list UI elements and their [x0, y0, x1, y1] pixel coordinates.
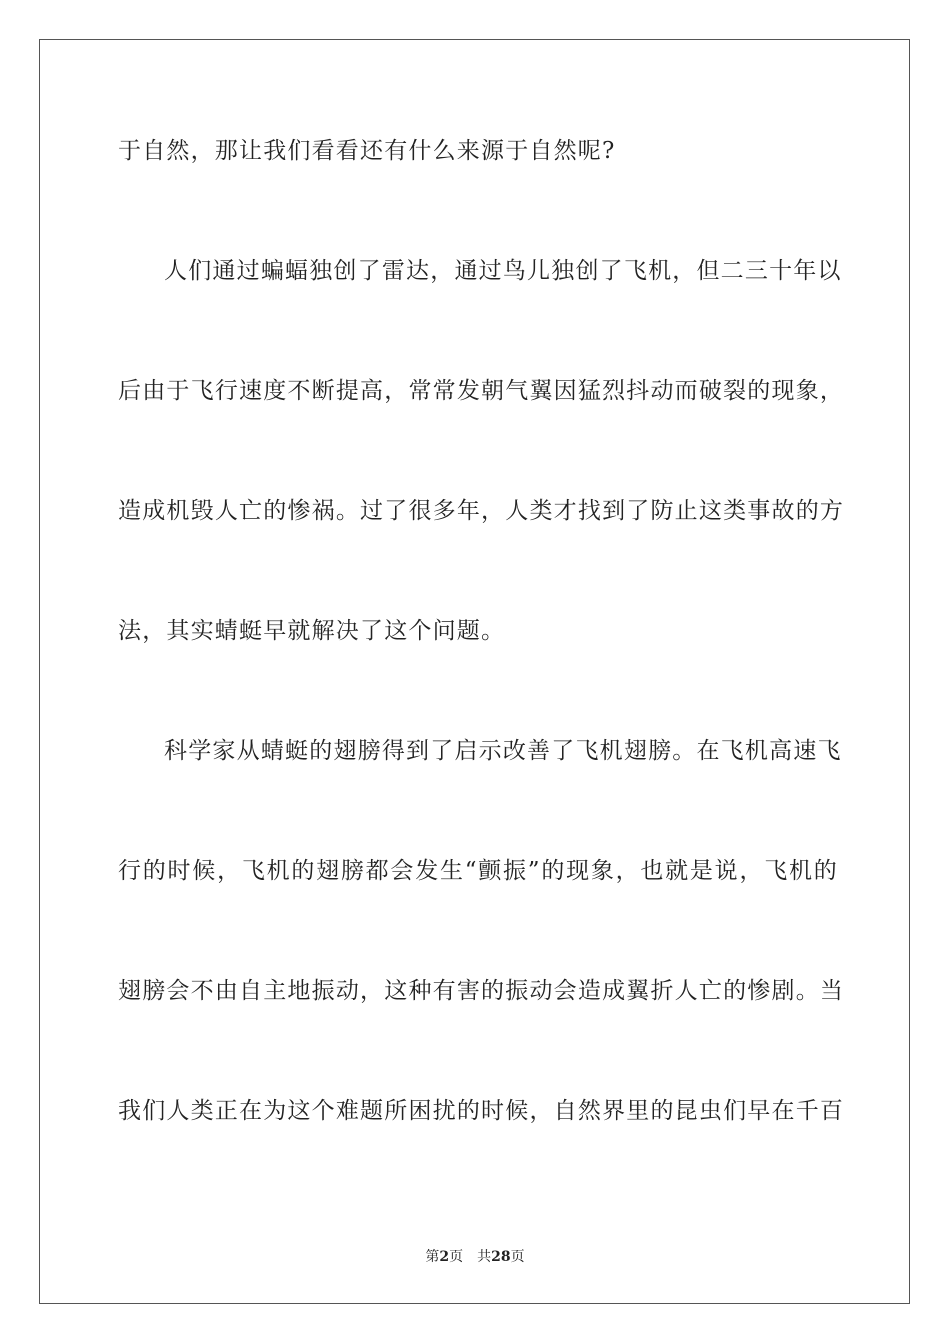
text-line-3: 后 由 于 飞 行 速 度 不 断 提 高 ， 常 常 发 朝 气 翼 因 猛 烈 抖 动 而 破 裂 的 现 象 ，	[118, 378, 845, 404]
total-suffix: 页	[510, 1249, 525, 1265]
text-line-9: 我 们 人 类 正 在 为 这 个 难 题 所 困 扰 的 时 候 ， 自 然 界 里 的 昆 虫 们 早 在 千 百	[118, 1098, 845, 1124]
text-line-1: 于自然，那让我们看看还有什么来源于自然呢?	[118, 138, 616, 164]
page-suffix: 页	[449, 1249, 464, 1265]
page-footer	[0, 1248, 950, 1266]
page-number: 2	[439, 1249, 450, 1265]
total-prefix: 共	[477, 1249, 492, 1265]
total-pages: 28	[491, 1249, 511, 1265]
text-line-6: 科 学 家 从 蜻 蜓 的 翅 膀 得 到 了 启 示 改 善 了 飞 机 翅 膀 。 在 飞 机 高 速 飞	[164, 738, 842, 764]
text-line-2: 人 们 通 过 蝙 蝠 独 创 了 雷 达 ， 通 过 鸟 儿 独 创 了 飞 机 ， 但 二 三 十 年 以	[164, 258, 842, 284]
text-line-8: 翅 膀 会 不 由 自 主 地 振 动 ， 这 种 有 害 的 振 动 会 造 成 翼 折 人 亡 的 惨 剧 。 当	[118, 978, 845, 1004]
text-line-7: 行 的 时 候 ， 飞 机 的 翅 膀 都 会 发 生 “ 颤 振 ” 的 现 象 ， 也 就 是 说 ， 飞 机 的	[118, 858, 838, 884]
text-line-4: 造 成 机 毁 人 亡 的 惨 祸 。 过 了 很 多 年 ， 人 类 才 找 到 了 防 止 这 类 事 故 的 方	[118, 498, 845, 524]
page-prefix: 第	[425, 1249, 440, 1265]
text-line-5: 法，其实蜻蜓早就解决了这个问题。	[118, 618, 506, 644]
